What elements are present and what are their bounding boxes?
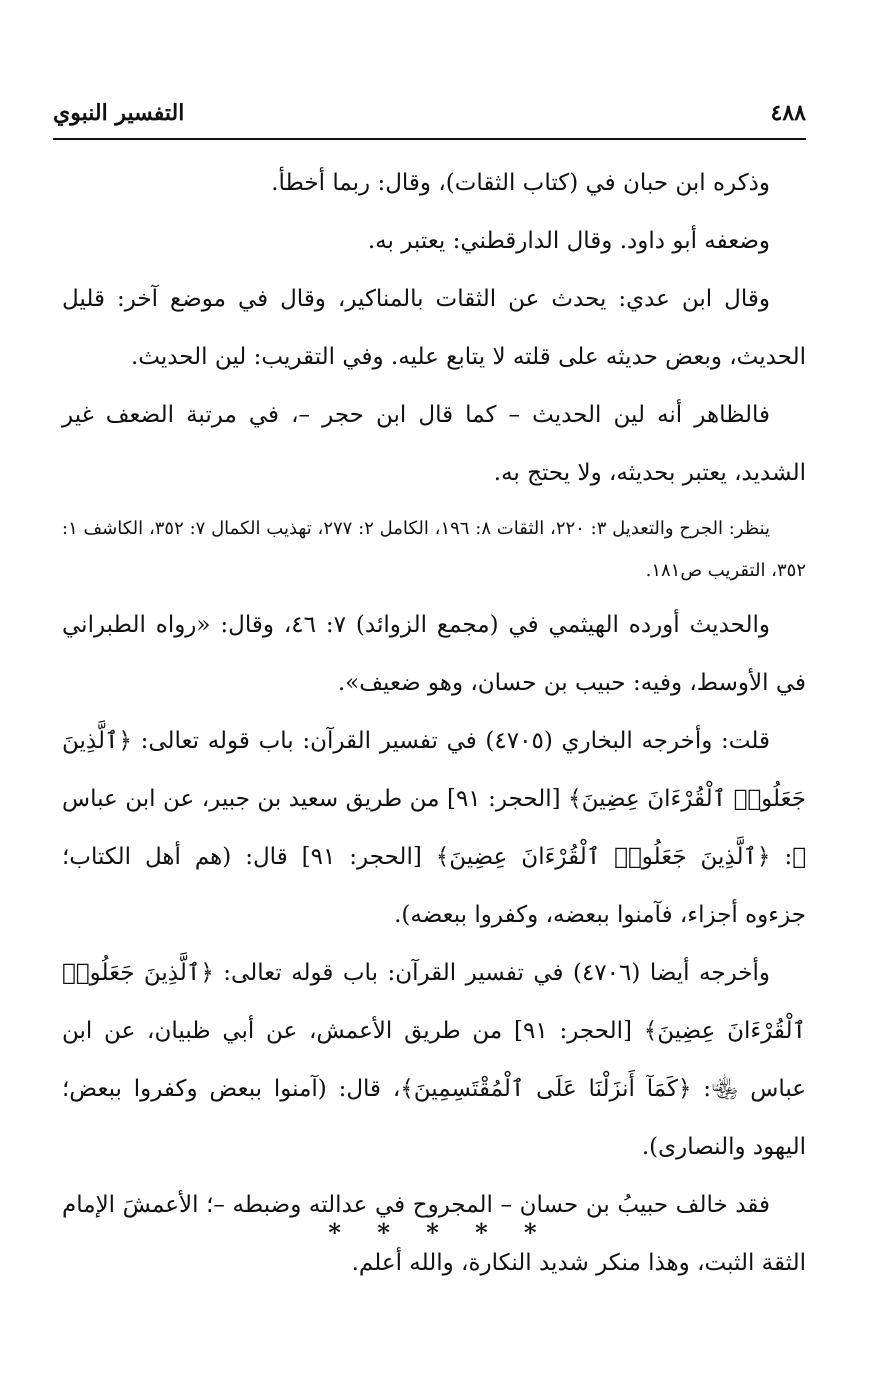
reference-note: ينظر: الجرح والتعديل ٣: ٢٢٠، الثقات ٨: ١٩٦، الكامل ٢: ٢٧٧، تهذيب الكمال ٧: ٣٥٢، الكاشف ١: ٣٥٢، التقريب ص١٨١. [62, 518, 806, 581]
paragraph: قلت: وأخرجه البخاري (٤٧٠٥) في تفسير القرآن: باب قوله تعالى: ﴿ٱلَّذِينَ جَعَلُوا۟ ٱلْقُرْءَانَ عِضِينَ﴾ [الحجر: ٩١] من طريق سعيد بن جبير، عن ابن عباس ﵄: ﴿ٱلَّذِينَ جَعَلُوا۟ ٱلْقُرْءَانَ عِضِينَ﴾ [الحجر: ٩١] قال: (هم أهل الكتاب؛ جزءوه أجزاء، فآمنوا ببعضه، وكفروا ببعضه). [62, 728, 806, 928]
section-separator: * * * * * [328, 1218, 551, 1247]
body-text [62, 154, 806, 1292]
running-title: التفسير النبوي [53, 100, 185, 126]
paragraph: والحديث أورده الهيثمي في (مجمع الزوائد) ٧: ٤٦، وقال: «رواه الطبراني في الأوسط، وفيه: حبيب بن حسان، وهو ضعيف». [62, 612, 806, 696]
paragraph: وذكره ابن حبان في (كتاب الثقات)، وقال: ربما أخطأ. [271, 170, 770, 196]
header-rule [53, 138, 806, 140]
page-number: ٤٨٨ [770, 100, 806, 126]
paragraph: فالظاهر أنه لين الحديث – كما قال ابن حجر –، في مرتبة الضعف غير الشديد، يعتبر بحديثه، ولا يحتج به. [62, 402, 806, 486]
page-header [53, 98, 806, 134]
paragraph: وأخرجه أيضا (٤٧٠٦) في تفسير القرآن: باب قوله تعالى: ﴿ٱلَّذِينَ جَعَلُوا۟ ٱلْقُرْءَانَ عِضِينَ﴾ [الحجر: ٩١] من طريق الأعمش، عن أبي ظبيان، عن ابن عباس ﵄: ﴿كَمَآ أَنزَلْنَا عَلَى ٱلْمُقْتَسِمِينَ﴾، قال: (آمنوا ببعض وكفروا ببعض؛ اليهود والنصارى). [62, 960, 806, 1160]
paragraph: وقال ابن عدي: يحدث عن الثقات بالمناكير، وقال في موضع آخر: قليل الحديث، وبعض حديثه على قلته لا يتابع عليه. وفي التقريب: لين الحديث. [62, 286, 806, 370]
paragraph: وضعفه أبو داود. وقال الدارقطني: يعتبر به. [367, 228, 770, 254]
paragraph: فقد خالف حبيبُ بن حسان – المجروح في عدالته وضبطه –؛ الأعمشَ الإمام الثقة الثبت، وهذا منكر شديد النكارة، والله أعلم. [62, 1192, 806, 1276]
